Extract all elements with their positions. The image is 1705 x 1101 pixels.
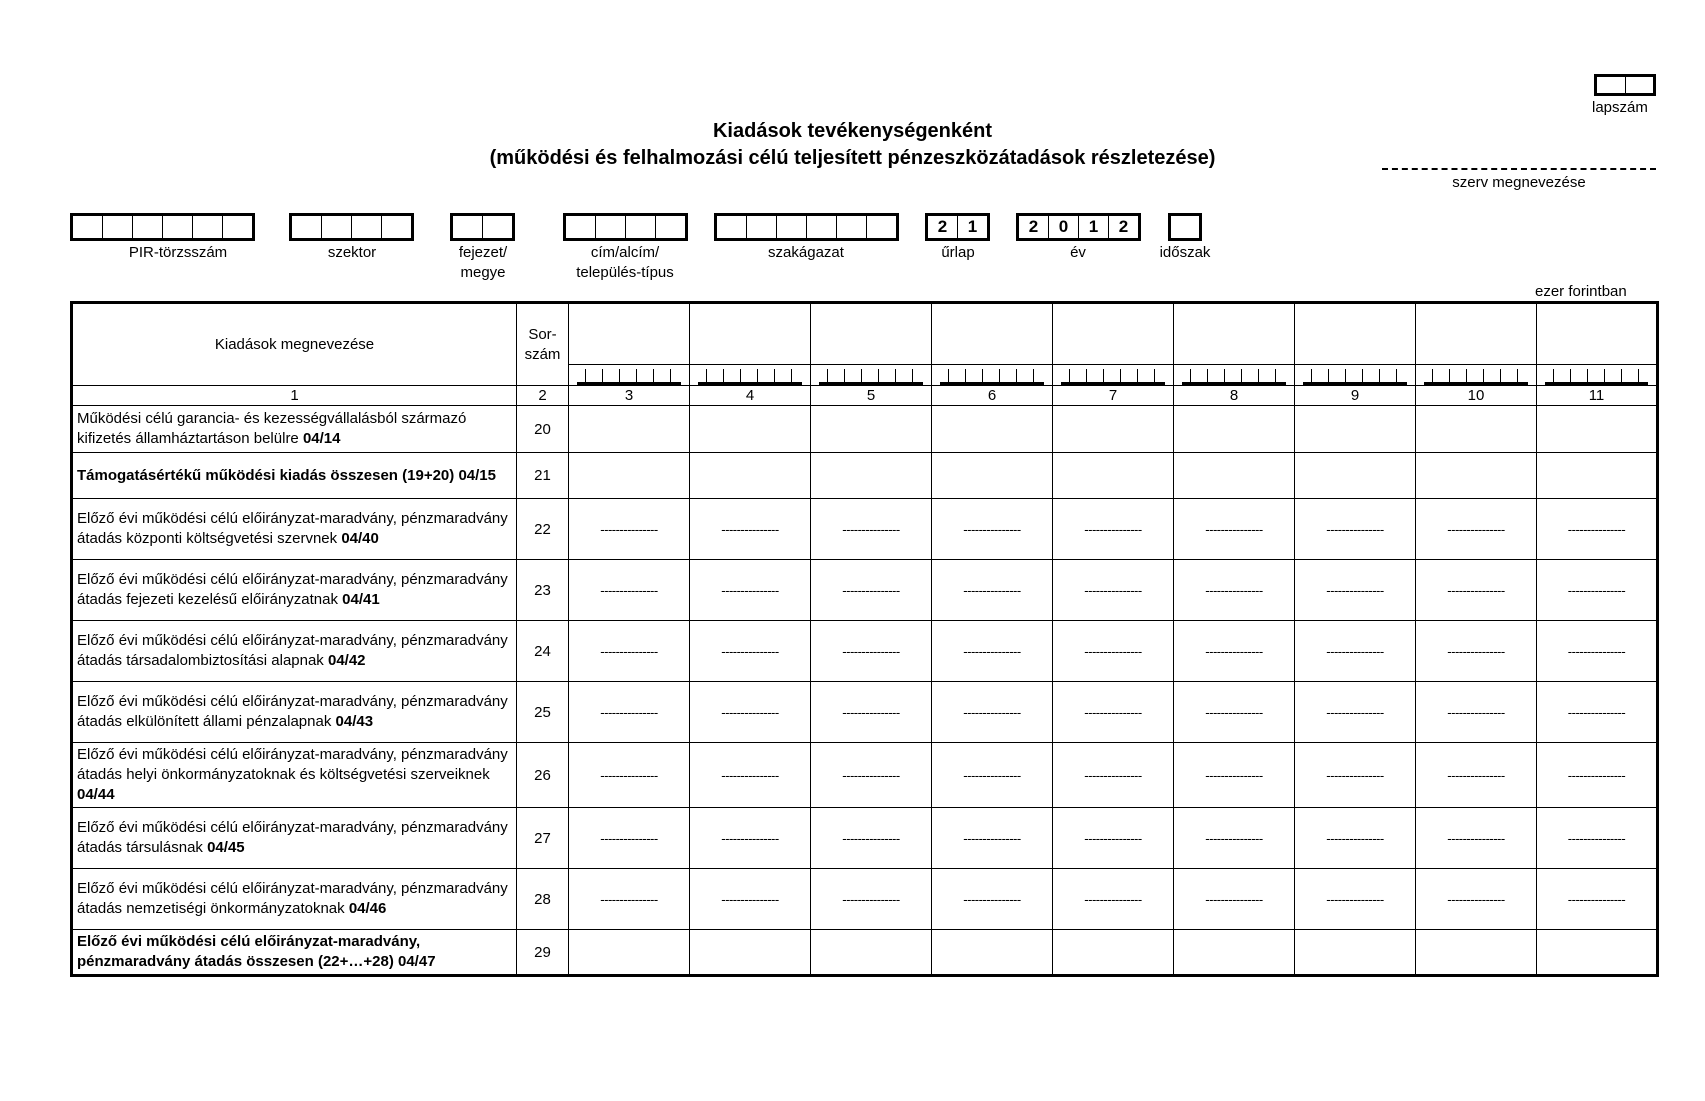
code-ticks [811, 365, 931, 385]
row-sorszam: 22 [517, 499, 569, 560]
value-cell[interactable] [1174, 406, 1295, 453]
column-number: 4 [690, 386, 811, 406]
column-number: 5 [811, 386, 932, 406]
code-cell[interactable] [352, 216, 382, 238]
column-number: 1 [72, 386, 517, 406]
header-code-cell[interactable] [1416, 365, 1537, 386]
value-cell-disabled: --------------- [1053, 682, 1174, 743]
value-cell-disabled: --------------- [1053, 560, 1174, 621]
row-name-text: Előző évi működési célú előirányzat-maradvány, pénzmaradvány átadás központi költségvetési szervnek [77, 510, 508, 547]
row-sorszam: 29 [517, 930, 569, 976]
value-cell[interactable] [1174, 453, 1295, 499]
value-cell-disabled: --------------- [1053, 499, 1174, 560]
row-name-text: Előző évi működési célú előirányzat-maradvány, pénzmaradvány átadás társadalombiztosítási alapnak [77, 632, 508, 669]
value-cell-disabled: --------------- [690, 808, 811, 869]
value-cell-disabled: --------------- [811, 869, 932, 930]
value-cell-disabled: --------------- [569, 869, 690, 930]
value-cell-disabled: --------------- [1416, 499, 1537, 560]
value-cell-disabled: --------------- [690, 869, 811, 930]
code-cell[interactable] [73, 216, 103, 238]
value-cell-disabled: --------------- [932, 808, 1053, 869]
value-cell[interactable] [811, 406, 932, 453]
value-cell-disabled: --------------- [690, 621, 811, 682]
value-cell-disabled: --------------- [811, 682, 932, 743]
row-name [72, 621, 517, 682]
value-cell-disabled: --------------- [811, 743, 932, 808]
code-cell[interactable] [837, 216, 867, 238]
column-number: 7 [1053, 386, 1174, 406]
value-cell-disabled: --------------- [569, 808, 690, 869]
value-cell-disabled: --------------- [1416, 869, 1537, 930]
header-code-cell[interactable] [1295, 365, 1416, 386]
value-cell-disabled: --------------- [1537, 682, 1658, 743]
row-code: 04/41 [342, 591, 380, 608]
row-name-text: Működési célú garancia- és kezességvállalásból származó kifizetés államháztartáson belülre [77, 410, 467, 447]
code-label: szektor [327, 244, 377, 261]
row-name [72, 930, 517, 976]
value-cell-disabled: --------------- [932, 682, 1053, 743]
value-cell-disabled: --------------- [1174, 869, 1295, 930]
code-cell[interactable] [193, 216, 223, 238]
table-row [72, 560, 1658, 621]
value-cell[interactable] [1416, 930, 1537, 976]
code-label: PIR-törzsszám [128, 244, 228, 261]
table-row [72, 499, 1658, 560]
row-sorszam: 21 [517, 453, 569, 499]
header-column-title[interactable] [1537, 303, 1658, 365]
value-cell-disabled: --------------- [811, 560, 932, 621]
value-cell[interactable] [1053, 453, 1174, 499]
row-name [72, 682, 517, 743]
table-row [72, 743, 1658, 808]
row-sorszam: 24 [517, 621, 569, 682]
code-cell[interactable] [1171, 216, 1199, 238]
value-cell-disabled: --------------- [1295, 808, 1416, 869]
code-label: cím/alcím/ település-típus [576, 244, 674, 281]
row-name-text: Előző évi működési célú előirányzat-maradvány, pénzmaradvány átadás helyi önkormányzatoknak és költségvetési szerveiknek [77, 746, 508, 783]
expense-table [70, 301, 1659, 977]
value-cell-disabled: --------------- [1053, 743, 1174, 808]
row-name-text: Előző évi működési célú előirányzat-maradvány, pénzmaradvány átadás társulásnak [77, 819, 508, 856]
code-cell[interactable]: 2 [928, 216, 958, 238]
value-cell[interactable] [690, 406, 811, 453]
row-code: 04/14 [302, 430, 341, 447]
header-code-cell[interactable] [1537, 365, 1658, 386]
code-cell[interactable] [163, 216, 193, 238]
szerv-field[interactable] [1382, 168, 1656, 170]
column-number: 11 [1537, 386, 1658, 406]
header-code-cell[interactable] [811, 365, 932, 386]
table-row [72, 682, 1658, 743]
row-code: 04/45 [207, 839, 245, 856]
value-cell-disabled: --------------- [1295, 682, 1416, 743]
value-cell-disabled: --------------- [569, 743, 690, 808]
row-name-text: Előző évi működési célú előirányzat-maradvány, pénzmaradvány átadás összesen (22+…+28) [77, 933, 421, 970]
header-column-title[interactable] [1174, 303, 1295, 365]
value-cell-disabled: --------------- [932, 499, 1053, 560]
column-number: 3 [569, 386, 690, 406]
code-box-1[interactable] [289, 213, 414, 241]
value-cell[interactable] [811, 930, 932, 976]
value-cell-disabled: --------------- [1174, 621, 1295, 682]
code-cell[interactable] [867, 216, 896, 238]
value-cell-disabled: --------------- [811, 808, 932, 869]
row-name-text: Előző évi működési célú előirányzat-maradvány, pénzmaradvány átadás fejezeti kezelésű előirányzatnak [77, 571, 508, 608]
value-cell-disabled: --------------- [1416, 743, 1537, 808]
value-cell-disabled: --------------- [1537, 869, 1658, 930]
code-cell[interactable]: 2 [1118, 217, 1129, 236]
row-sorszam: 27 [517, 808, 569, 869]
code-ticks [690, 365, 810, 385]
value-cell-disabled: --------------- [1295, 743, 1416, 808]
table-row [72, 808, 1658, 869]
code-cell[interactable] [292, 216, 322, 238]
value-cell-disabled: --------------- [1416, 560, 1537, 621]
code-cell[interactable] [656, 216, 685, 238]
value-cell[interactable] [1174, 930, 1295, 976]
value-cell-disabled: --------------- [569, 499, 690, 560]
value-cell-disabled: --------------- [690, 499, 811, 560]
value-cell-disabled: --------------- [569, 560, 690, 621]
value-cell-disabled: --------------- [932, 869, 1053, 930]
value-cell[interactable] [1416, 453, 1537, 499]
value-cell[interactable] [1053, 930, 1174, 976]
code-ticks [569, 365, 689, 385]
code-cell[interactable]: 2 [1019, 216, 1049, 238]
code-box-6[interactable] [1016, 213, 1141, 241]
header-column-title[interactable] [690, 303, 811, 365]
row-sorszam: 25 [517, 682, 569, 743]
code-box-7[interactable] [1168, 213, 1202, 241]
value-cell-disabled: --------------- [1174, 499, 1295, 560]
value-cell[interactable] [690, 453, 811, 499]
value-cell-disabled: --------------- [932, 743, 1053, 808]
value-cell[interactable] [569, 406, 690, 453]
row-name [72, 453, 517, 499]
value-cell-disabled: --------------- [811, 499, 932, 560]
row-sorszam: 23 [517, 560, 569, 621]
code-cell[interactable] [453, 216, 483, 238]
code-cell[interactable]: 1 [1079, 216, 1109, 238]
header-column-title[interactable] [1053, 303, 1174, 365]
header-code-cell[interactable] [690, 365, 811, 386]
code-cell[interactable] [223, 216, 252, 238]
row-code: 04/46 [348, 900, 387, 917]
row-code: 04/42 [327, 652, 366, 669]
header-column-title[interactable] [811, 303, 932, 365]
value-cell-disabled: --------------- [1053, 808, 1174, 869]
code-box-0[interactable] [70, 213, 255, 241]
code-label: űrlap [941, 244, 975, 261]
value-cell-disabled: --------------- [932, 560, 1053, 621]
code-cell[interactable] [717, 216, 747, 238]
row-name [72, 743, 517, 808]
column-number: 2 [517, 386, 569, 406]
column-number: 8 [1174, 386, 1295, 406]
value-cell-disabled: --------------- [1295, 499, 1416, 560]
value-cell-disabled: --------------- [690, 743, 811, 808]
row-name-text: Előző évi működési célú előirányzat-maradvány, pénzmaradvány átadás elkülönített állami pénzalapnak [77, 693, 508, 730]
header-code-cell[interactable] [1053, 365, 1174, 386]
code-ticks [1295, 365, 1415, 385]
code-cell[interactable] [747, 216, 777, 238]
code-label: év [1070, 244, 1086, 261]
code-cell[interactable]: 1 [967, 217, 978, 236]
code-label: időszak [1159, 244, 1211, 261]
value-cell-disabled: --------------- [1174, 743, 1295, 808]
code-ticks [1053, 365, 1173, 385]
lapszam-label: lapszám [1592, 99, 1648, 116]
header-column-title[interactable] [1416, 303, 1537, 365]
value-cell[interactable] [690, 930, 811, 976]
value-cell-disabled: --------------- [1295, 560, 1416, 621]
table-row [72, 930, 1658, 976]
code-ticks [1174, 365, 1294, 385]
value-cell[interactable] [1416, 406, 1537, 453]
header-code-cell[interactable] [569, 365, 690, 386]
row-sorszam: 26 [517, 743, 569, 808]
header-column-title[interactable] [932, 303, 1053, 365]
code-cell[interactable] [382, 216, 411, 238]
value-cell-disabled: --------------- [1537, 743, 1658, 808]
page-title: Kiadások tevékenységenként [712, 120, 993, 142]
row-name [72, 406, 517, 453]
value-cell-disabled: --------------- [690, 560, 811, 621]
unit-label: ezer forintban [1535, 283, 1627, 300]
code-cell[interactable] [103, 216, 133, 238]
value-cell-disabled: --------------- [1537, 560, 1658, 621]
szerv-label: szerv megnevezése [1452, 174, 1586, 191]
value-cell[interactable] [1537, 453, 1658, 499]
value-cell-disabled: --------------- [1537, 499, 1658, 560]
value-cell-disabled: --------------- [1295, 869, 1416, 930]
code-cell[interactable] [566, 216, 596, 238]
value-cell-disabled: --------------- [1174, 682, 1295, 743]
row-name-text: Előző évi működési célú előirányzat-maradvány, pénzmaradvány átadás nemzetiségi önkormányzatoknak [77, 880, 508, 917]
row-name [72, 560, 517, 621]
code-cell[interactable]: 0 [1049, 216, 1079, 238]
code-cell[interactable] [626, 216, 656, 238]
table-row [72, 453, 1658, 499]
value-cell[interactable] [1053, 406, 1174, 453]
row-code: 04/15 [458, 466, 496, 484]
code-box-5[interactable] [925, 213, 990, 241]
code-ticks [1416, 365, 1536, 385]
column-number: 10 [1416, 386, 1537, 406]
value-cell[interactable] [932, 406, 1053, 453]
page-subtitle: (működési és felhalmozási célú teljesített pénzeszközátadások részletezése) [489, 147, 1216, 169]
value-cell-disabled: --------------- [1053, 621, 1174, 682]
value-cell-disabled: --------------- [1053, 869, 1174, 930]
value-cell[interactable] [1537, 930, 1658, 976]
header-name: Kiadások megnevezése [72, 303, 517, 386]
header-code-cell[interactable] [1174, 365, 1295, 386]
value-cell[interactable] [1295, 930, 1416, 976]
value-cell-disabled: --------------- [1295, 621, 1416, 682]
value-cell-disabled: --------------- [1537, 621, 1658, 682]
row-sorszam: 20 [517, 406, 569, 453]
lapszam-field[interactable] [1594, 74, 1656, 96]
table-row [72, 406, 1658, 453]
row-code: 04/47 [398, 953, 436, 970]
value-cell-disabled: --------------- [1416, 808, 1537, 869]
code-box-4[interactable] [714, 213, 899, 241]
code-cell[interactable] [322, 216, 352, 238]
header-code-cell[interactable] [932, 365, 1053, 386]
value-cell[interactable] [811, 453, 932, 499]
value-cell-disabled: --------------- [1174, 560, 1295, 621]
value-cell[interactable] [1295, 406, 1416, 453]
code-ticks [932, 365, 1052, 385]
code-cell[interactable] [777, 216, 807, 238]
row-name [72, 808, 517, 869]
column-number: 6 [932, 386, 1053, 406]
row-sorszam: 28 [517, 869, 569, 930]
table-row [72, 869, 1658, 930]
row-code: 04/43 [335, 713, 374, 730]
code-cell[interactable] [483, 216, 512, 238]
code-ticks [1537, 365, 1656, 385]
code-cell[interactable] [807, 216, 837, 238]
row-name [72, 869, 517, 930]
code-label: szakágazat [768, 244, 844, 261]
value-cell-disabled: --------------- [569, 621, 690, 682]
code-cell[interactable] [596, 216, 626, 238]
value-cell-disabled: --------------- [1416, 682, 1537, 743]
column-number: 9 [1295, 386, 1416, 406]
value-cell-disabled: --------------- [569, 682, 690, 743]
row-code: 04/44 [77, 786, 115, 803]
code-box-2[interactable] [450, 213, 515, 241]
row-name [72, 499, 517, 560]
code-cell[interactable] [133, 216, 163, 238]
header-column-title[interactable] [1295, 303, 1416, 365]
value-cell[interactable] [1537, 406, 1658, 453]
value-cell[interactable] [932, 453, 1053, 499]
value-cell-disabled: --------------- [1174, 808, 1295, 869]
value-cell-disabled: --------------- [811, 621, 932, 682]
table-row [72, 621, 1658, 682]
value-cell-disabled: --------------- [1416, 621, 1537, 682]
row-code: 04/40 [341, 530, 379, 547]
header-column-title[interactable] [569, 303, 690, 365]
value-cell[interactable] [569, 453, 690, 499]
value-cell[interactable] [1295, 453, 1416, 499]
code-label: fejezet/ megye [458, 244, 508, 281]
value-cell-disabled: --------------- [1537, 808, 1658, 869]
value-cell[interactable] [569, 930, 690, 976]
value-cell[interactable] [932, 930, 1053, 976]
code-box-3[interactable] [563, 213, 688, 241]
value-cell-disabled: --------------- [932, 621, 1053, 682]
value-cell-disabled: --------------- [690, 682, 811, 743]
header-sorszam: Sor- szám [517, 303, 569, 386]
row-name-text: Támogatásértékű működési kiadás összesen (19+20) [77, 466, 455, 484]
